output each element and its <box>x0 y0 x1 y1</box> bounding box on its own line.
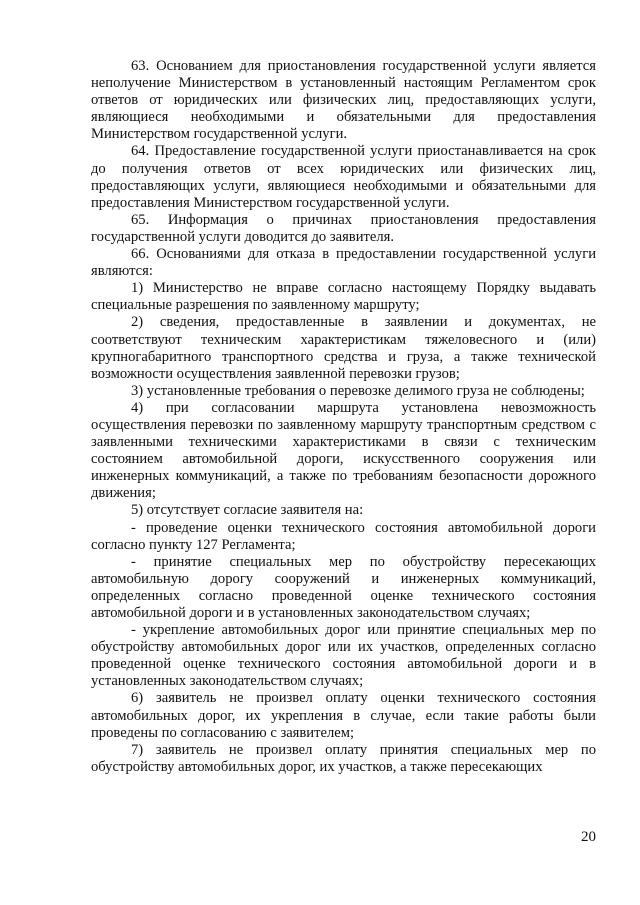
sub-item-assessment: - проведение оценки технического состояния автомобильной дороги согласно пункту 127 Регламента; <box>91 519 596 553</box>
sub-item-special-measures: - принятие специальных мер по обустройству пересекающих автомобильную дорогу сооружений и инженерных коммуникаций, определенных согласно проведенной оценке технического состояния автомобильной дороги и в установленных законодательством случаях; <box>91 553 596 621</box>
list-item-5: 5) отсутствует согласие заявителя на: <box>131 502 364 519</box>
paragraph-64: 64. Предоставление государственной услуги приостанавливается на срок до получения ответов от всех юридических или физических лиц, предоставляющих услуги, являющиеся необходимыми и обязательными для предоставления Министерством государственной услуги. <box>91 143 596 211</box>
sub-item-reinforcement: - укрепление автомобильных дорог или принятие специальных мер по обустройству автомобильных дорог или их участков, определенных согласно проведенной оценке технического состояния автомобильной дороги и в установленных законодательством случаях; <box>91 622 596 690</box>
paragraph-66: 66. Основаниями для отказа в предоставлении государственной услуги являются: <box>91 246 596 280</box>
list-item-2: 2) сведения, предоставленные в заявлении и документах, не соответствуют техническим характеристикам тяжеловесного и (или) крупногабаритного транспортного средства и груза, а также технической возможности осуществления заявленной перевозки грузов; <box>91 314 596 382</box>
document-body <box>91 58 596 776</box>
paragraph-65: 65. Информация о причинах приостановления предоставления государственной услуги доводится до заявителя. <box>91 211 596 245</box>
list-item-3: 3) установленные требования о перевозке делимого груза не соблюдены; <box>131 382 585 399</box>
list-item-7: 7) заявитель не произвел оплату принятия специальных мер по обустройству автомобильных дорог, их участков, а также пересекающих <box>91 741 596 775</box>
list-item-6: 6) заявитель не произвел оплату оценки технического состояния автомобильных дорог, их укрепления в случае, если такие работы были проведены по согласованию с заявителем; <box>91 690 596 741</box>
list-item-1: 1) Министерство не вправе согласно настоящему Порядку выдавать специальные разрешения по заявленному маршруту; <box>91 280 596 314</box>
paragraph-63: 63. Основанием для приостановления государственной услуги является неполучение Министерством в установленный настоящим Регламентом срок ответов от юридических или физических лиц, предоставляющих услуги, являющиеся необходимыми и обязательными для предоставления Министерством государственной услуги. <box>91 58 596 143</box>
page-number: 20 <box>581 829 596 845</box>
list-item-4: 4) при согласовании маршрута установлена невозможность осуществления перевозки по заявленному маршруту транспортным средством с заявленными техническими характеристиками в связи с техническим состоянием автомобильной дороги, искусственного сооружения или инженерных коммуникаций, а также по требованиям безопасности дорожного движения; <box>91 399 596 502</box>
